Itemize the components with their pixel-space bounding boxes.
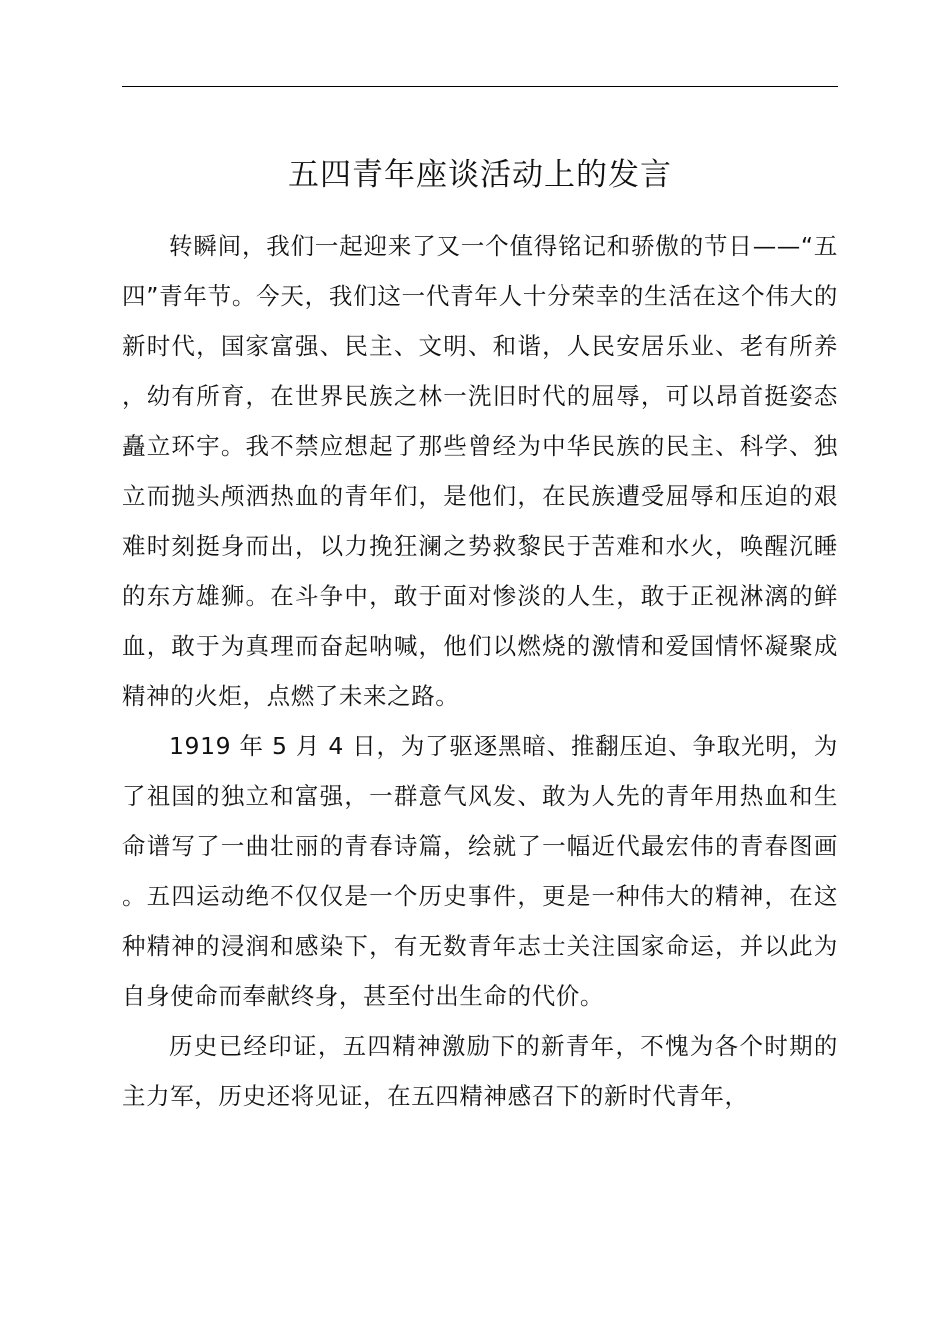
- document-title: 五四青年座谈活动上的发言: [288, 157, 672, 193]
- paragraph-1: 转瞬间，我们一起迎来了又一个值得铭记和骄傲的节日——“五四”青年节。今天，我们这一代青年人十分荣幸的生活在这个伟大的新时代，国家富强、民主、文明、和谐，人民安居乐业、老有所养，幼有所育，在世界民族之林一洗旧时代的屈辱，可以昂首挺姿态矗立环宇。我不禁应想起了那些曾经为中华民族的民主、科学、独立而抛头颅洒热血的青年们，是他们，在民族遭受屈辱和压迫的艰难时刻挺身而出，以力挽狂澜之势救黎民于苦难和水火，唤醒沉睡的东方雄狮。在斗争中，敢于面对惨淡的人生，敢于正视淋漓的鲜血，敢于为真理而奋起呐喊，他们以燃烧的激情和爱国情怀凝聚成精神的火炬，点燃了未来之路。: [122, 232, 838, 710]
- paragraph-3: 历史已经印证，五四精神激励下的新青年，不愧为各个时期的主力军，历史还将见证，在五四精神感召下的新时代青年，: [122, 1032, 838, 1110]
- document-body: [122, 221, 838, 1121]
- paragraph-2: 1919 年 5 月 4 日，为了驱逐黑暗、推翻压迫、争取光明，为了祖国的独立和富强，一群意气风发、敢为人先的青年用热血和生命谱写了一曲壮丽的青春诗篇，绘就了一幅近代最宏伟的青春图画。五四运动绝不仅仅是一个历史事件，更是一种伟大的精神，在这种精神的浸润和感染下，有无数青年志士关注国家命运，并以此为自身使命而奉献终身，甚至付出生命的代价。: [122, 732, 838, 1010]
- header-rule: [122, 86, 838, 87]
